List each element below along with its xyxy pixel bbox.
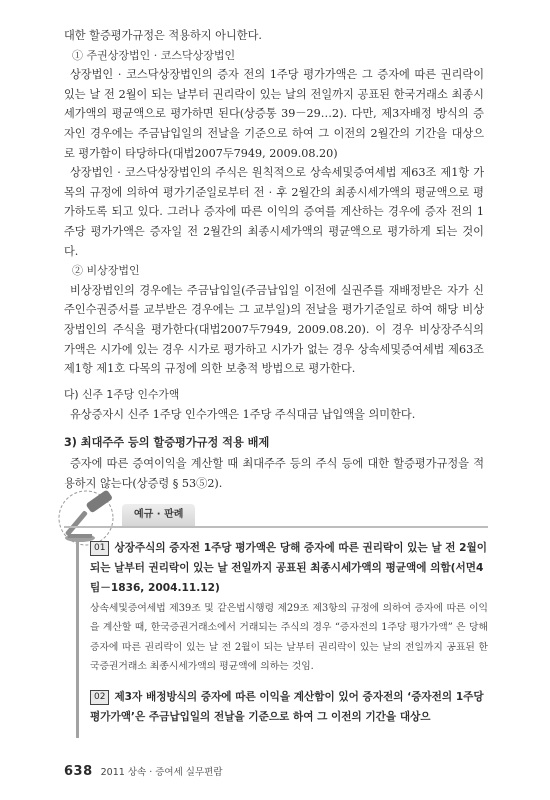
paragraph-surcharge-exclusion: 증자에 따른 증여이익을 계산할 때 최대주주 등의 주식 등에 대한 할증평가규정을 적용하지 않는다(상증령 § 53⑤2). — [64, 457, 484, 490]
page-number: 638 — [64, 764, 93, 779]
ruling-title-text: 제3자 배정방식의 증자에 따른 이익을 계산함이 있어 증자전의 ‘증자전의 1주당 평가가액’은 주금납입일의 전날을 기준으로 하여 그 이전의 기간을 대상으 — [90, 690, 484, 723]
section-heading-surcharge-exclusion: 3) 최대주주 등의 할증평가규정 적용 배제 — [64, 436, 270, 450]
section-heading-new-share-price: 다) 신주 1주당 인수가액 — [64, 387, 180, 401]
ruling-number-badge: 02 — [90, 690, 109, 705]
subheading-unlisted: ② 비상장법인 — [72, 264, 140, 278]
book-title: 2011 상속 · 증여세 실무편람 — [100, 767, 223, 778]
subheading-listed: ① 주권상장법인 · 코스닥상장법인 — [72, 48, 236, 62]
paragraph-listed-2: 상장법인 · 코스닥상장법인의 주식은 원칙적으로 상속세및증여세법 제63조 제1항 가목의 규정에 의하여 평가기준일로부터 전 · 후 2월간의 최종시세가액의 평균액으로 평가하도록 되고 있다. 그러나 증자에 따른 이익의 증여를 계산하는 경우에 증자 전의 1주당 평가가액은 증자일 전 2월간의 최종시세가액의 평균액으로 평가하게 되는 것이다. — [64, 166, 484, 258]
rulings-left-rule — [76, 542, 79, 738]
rulings-box — [64, 498, 488, 738]
main-content — [64, 26, 484, 493]
rulings-tab-label: 예규 · 판례 — [122, 504, 195, 526]
paragraph-unlisted: 비상장법인의 경우에는 주금납입일(주금납입일 이전에 실권주를 재배정받은 자가 신주인수권증서를 교부받은 경우에는 그 교부일)의 전날을 평가기준일로 하여 해당 비상장법인의 주식을 평가한다(대법2007두7949, 2009.08.20). 이 경우 비상장주식의 가액은 시가에 있는 경우 시가로 평가하고 시가가 없는 경우 상속세및증여세법 제63조 제1항 제1호 다목의 규정에 의한 보충적 방법으로 평가한다. — [64, 283, 484, 376]
ruling-title — [90, 687, 488, 727]
page-footer — [64, 764, 484, 784]
paragraph-listed-1: 상장법인 · 코스닥상장법인의 증자 전의 1주당 평가가액은 그 증자에 따른 권리락이 있는 날 전 2월이 되는 날부터 권리락이 있는 날의 전일까지 공표된 한국거래소 최종시세가액의 평균액으로 평가하면 된다(상증통 39－29…2). 다만, 제3자배정 방식의 증자인 경우에는 주금납입일의 전날을 기준으로 하여 그 이전의 2월간의 기간을 대상으로 평가함이 타당하다(대법2007두7949, 2009.08.20) — [64, 68, 484, 160]
ruling-body: 상속세및증여세법 제39조 및 같은법시행령 제29조 제3항의 규정에 의하여 증자에 따른 이익을 계산할 때, 한국증권거래소에서 거래되는 주식의 경우 “증자전의 1주당 평가가액” 은 당해 증자에 따른 권리락이 있는 날 전 2월이 되는 날부터 권리락이 있는 날의 전일까지 공표된 한국증권거래소 최종시세가액의 평균액에 의하는 것임. — [90, 603, 488, 673]
ruling-title — [90, 538, 488, 598]
ruling-item — [90, 538, 488, 677]
intro-line: 대한 할증평가규정은 적용하지 아니한다. — [64, 29, 262, 42]
ruling-number-badge: 01 — [90, 541, 109, 556]
rulings-content — [90, 538, 488, 727]
ruling-item — [90, 687, 488, 727]
ruling-title-text: 상장주식의 증자전 1주당 평가액은 당해 증자에 따른 권리락이 있는 날 전 2월이 되는 날부터 권리락이 있는 날 전일까지 공표된 최종시세가액의 평균액에 의함(서면4팀－1836, 2004.11.12) — [90, 542, 488, 594]
rulings-tab-divider — [64, 526, 488, 528]
paragraph-new-share-price: 유상증자시 신주 1주당 인수가액은 1주당 주식대금 납입액을 의미한다. — [70, 407, 416, 421]
